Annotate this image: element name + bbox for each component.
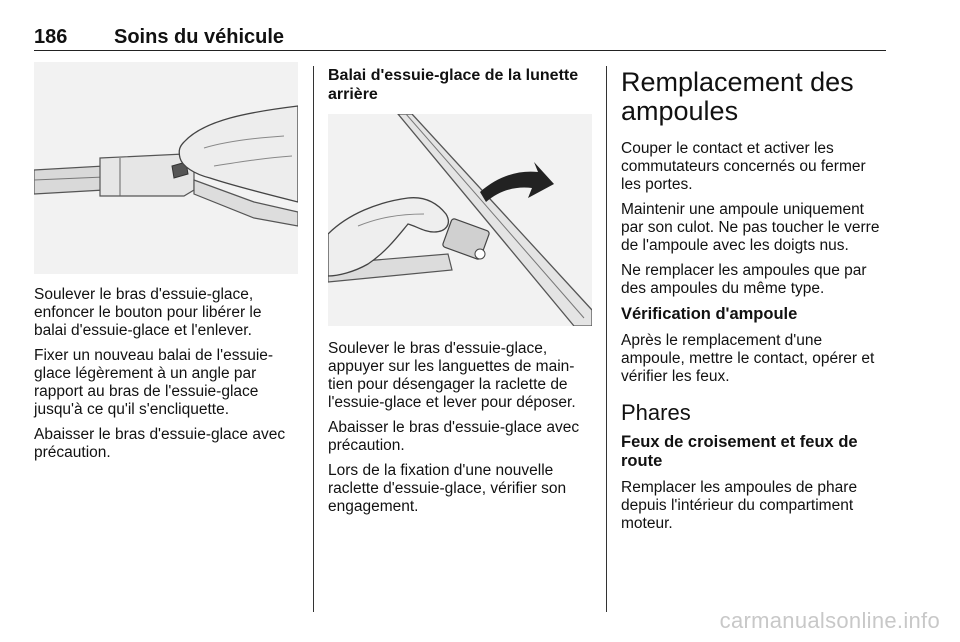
rear-wiper-removal-illustration (328, 114, 592, 326)
mid-paragraph-3: Lors de la fixation d'une nouvelle raclette d'essuie-glace, vérifier son engagement. (328, 462, 567, 515)
headlights-heading: Phares (621, 400, 691, 425)
section-title: Soins du véhicule (114, 26, 285, 48)
low-high-beam-text: Remplacer les ampoules de phare depuis l'intérieur du compartiment moteur. (621, 479, 858, 532)
bulb-check-heading: Vérification d'ampoule (621, 305, 798, 323)
right-intro-2: Maintenir une ampoule uniquement par son culot. Ne pas toucher le verre de l'ampoule avec les doigts nus. (621, 201, 880, 254)
mid-paragraph-2: Abaisser le bras d'essuie-glace avec précaution. (328, 419, 580, 454)
watermark: carmanualsonline.info (719, 608, 940, 633)
rear-wiper-heading: Balai d'essuie-glace de la lunette arrière (328, 67, 579, 103)
right-intro-3: Ne remplacer les ampoules que par des ampoules du même type. (621, 262, 867, 297)
left-column (34, 62, 298, 469)
left-paragraph-3: Abaisser le bras d'essuie-glace avec précaution. (34, 426, 286, 461)
page-header (34, 26, 886, 52)
bulb-replacement-title: Remplacement des ampoules (621, 67, 854, 126)
low-high-beam-heading: Feux de croisement et feux de route (621, 433, 858, 470)
left-paragraph-2: Fixer un nouveau balai de l'essuie-glace légèrement à un angle par rapport au bras de l'essuie-glace jusqu'à ce qu'il s'encliquette. (34, 347, 274, 418)
column-divider-1 (313, 66, 314, 612)
mid-paragraph-1: Soulever le bras d'essuie-glace, appuyer sur les languettes de main-tien pour désengager la raclette de l'essuie-glace et lever pour déposer. (328, 340, 576, 411)
column-divider-2 (606, 66, 607, 612)
middle-column (328, 62, 592, 523)
right-column (621, 62, 889, 540)
bulb-check-text: Après le remplacement d'une ampoule, mettre le contact, opérer et vérifier les feux. (621, 332, 875, 385)
header-rule (34, 50, 886, 51)
right-intro-1: Couper le contact et activer les commutateurs concernés ou fermer les portes. (621, 140, 866, 193)
left-paragraph-1: Soulever le bras d'essuie-glace, enfoncer le bouton pour libérer le balai d'essuie-glace et l'enlever. (34, 286, 262, 339)
wiper-blade-release-illustration (34, 62, 298, 274)
page-number: 186 (34, 26, 68, 48)
